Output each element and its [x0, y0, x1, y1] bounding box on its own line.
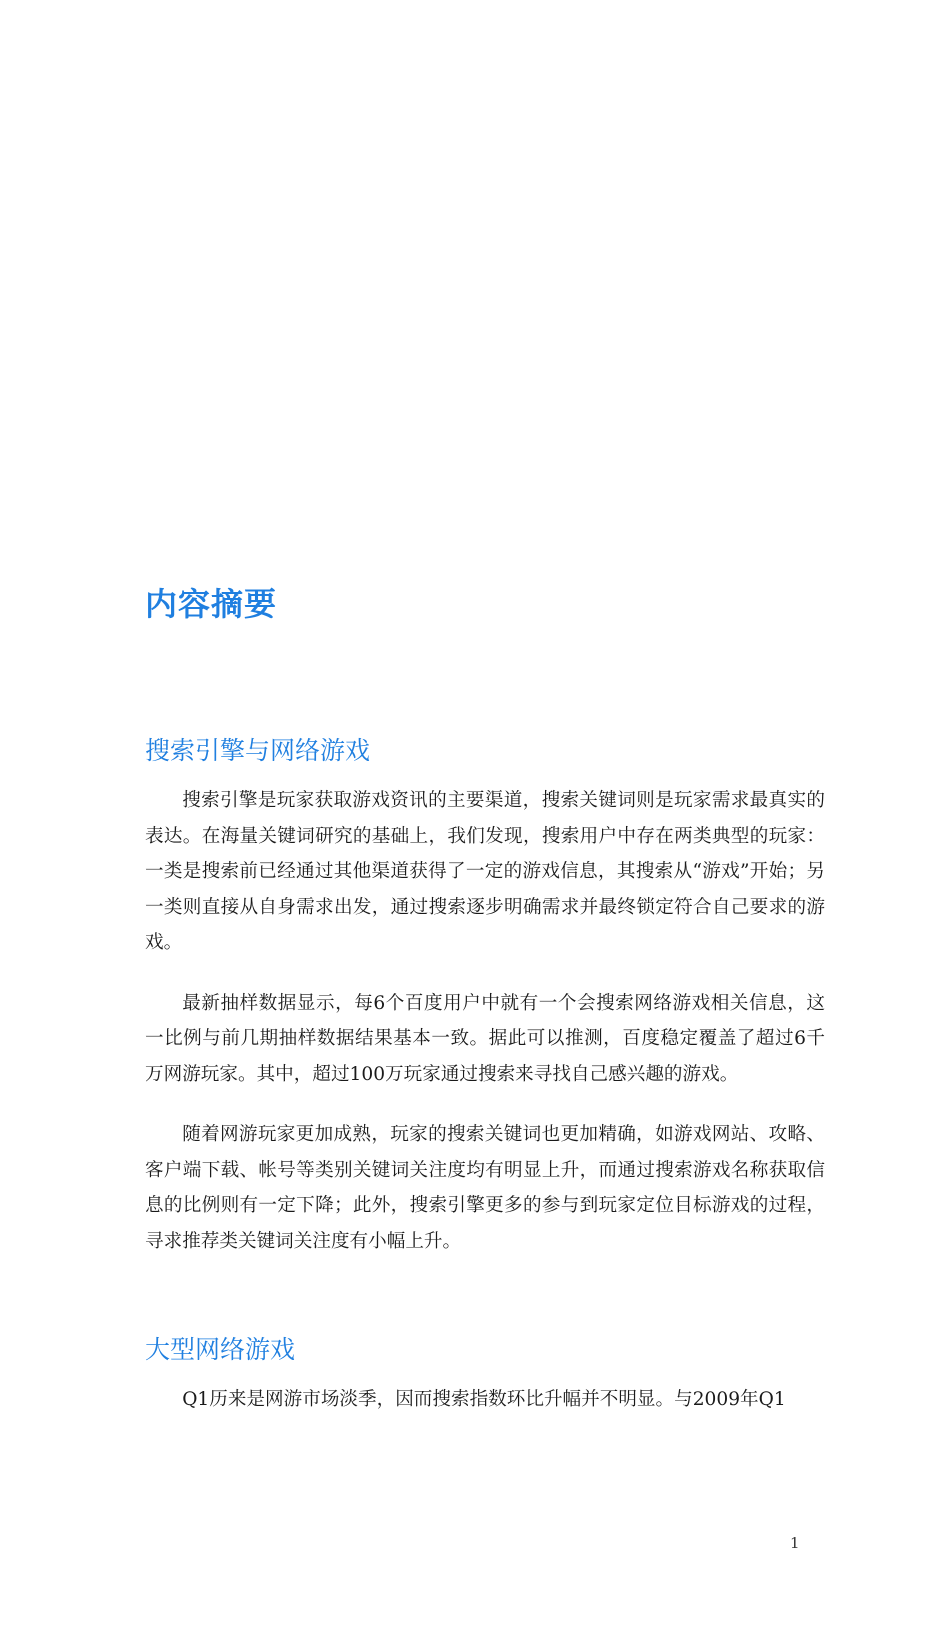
paragraph: 搜索引擎是玩家获取游戏资讯的主要渠道，搜索关键词则是玩家需求最真实的表达。在海量关键词研究的基础上，我们发现，搜索用户中存在两类典型的玩家：一类是搜索前已经通过其他渠道获得了一定的游戏信息，其搜索从“游戏”开始；另一类则直接从自身需求出发，通过搜索逐步明确需求并最终锁定符合自己要求的游戏。	[145, 790, 825, 953]
paragraph: Q1历来是网游市场淡季，因而搜索指数环比升幅并不明显。与2009年Q1	[182, 1389, 786, 1410]
section-search-engine-games	[145, 733, 825, 1284]
page-number: 1	[790, 1534, 800, 1552]
paragraph: 最新抽样数据显示，每6个百度用户中就有一个会搜索网络游戏相关信息，这一比例与前几期抽样数据结果基本一致。据此可以推测，百度稳定覆盖了超过6千万网游玩家。其中，超过100万玩家通过搜索来寻找自己感兴趣的游戏。	[145, 992, 825, 1085]
section-large-online-games	[145, 1332, 825, 1443]
section-heading: 大型网络游戏	[145, 1335, 296, 1364]
paragraph: 随着网游玩家更加成熟，玩家的搜索关键词也更加精确，如游戏网站、攻略、客户端下载、帐号等类别关键词关注度均有明显上升，而通过搜索游戏名称获取信息的比例则有一定下降；此外，搜索引擎更多的参与到玩家定位目标游戏的过程，寻求推荐类关键词关注度有小幅上升。	[145, 1124, 825, 1252]
page-title: 内容摘要	[145, 585, 278, 623]
section-heading: 搜索引擎与网络游戏	[145, 736, 371, 765]
